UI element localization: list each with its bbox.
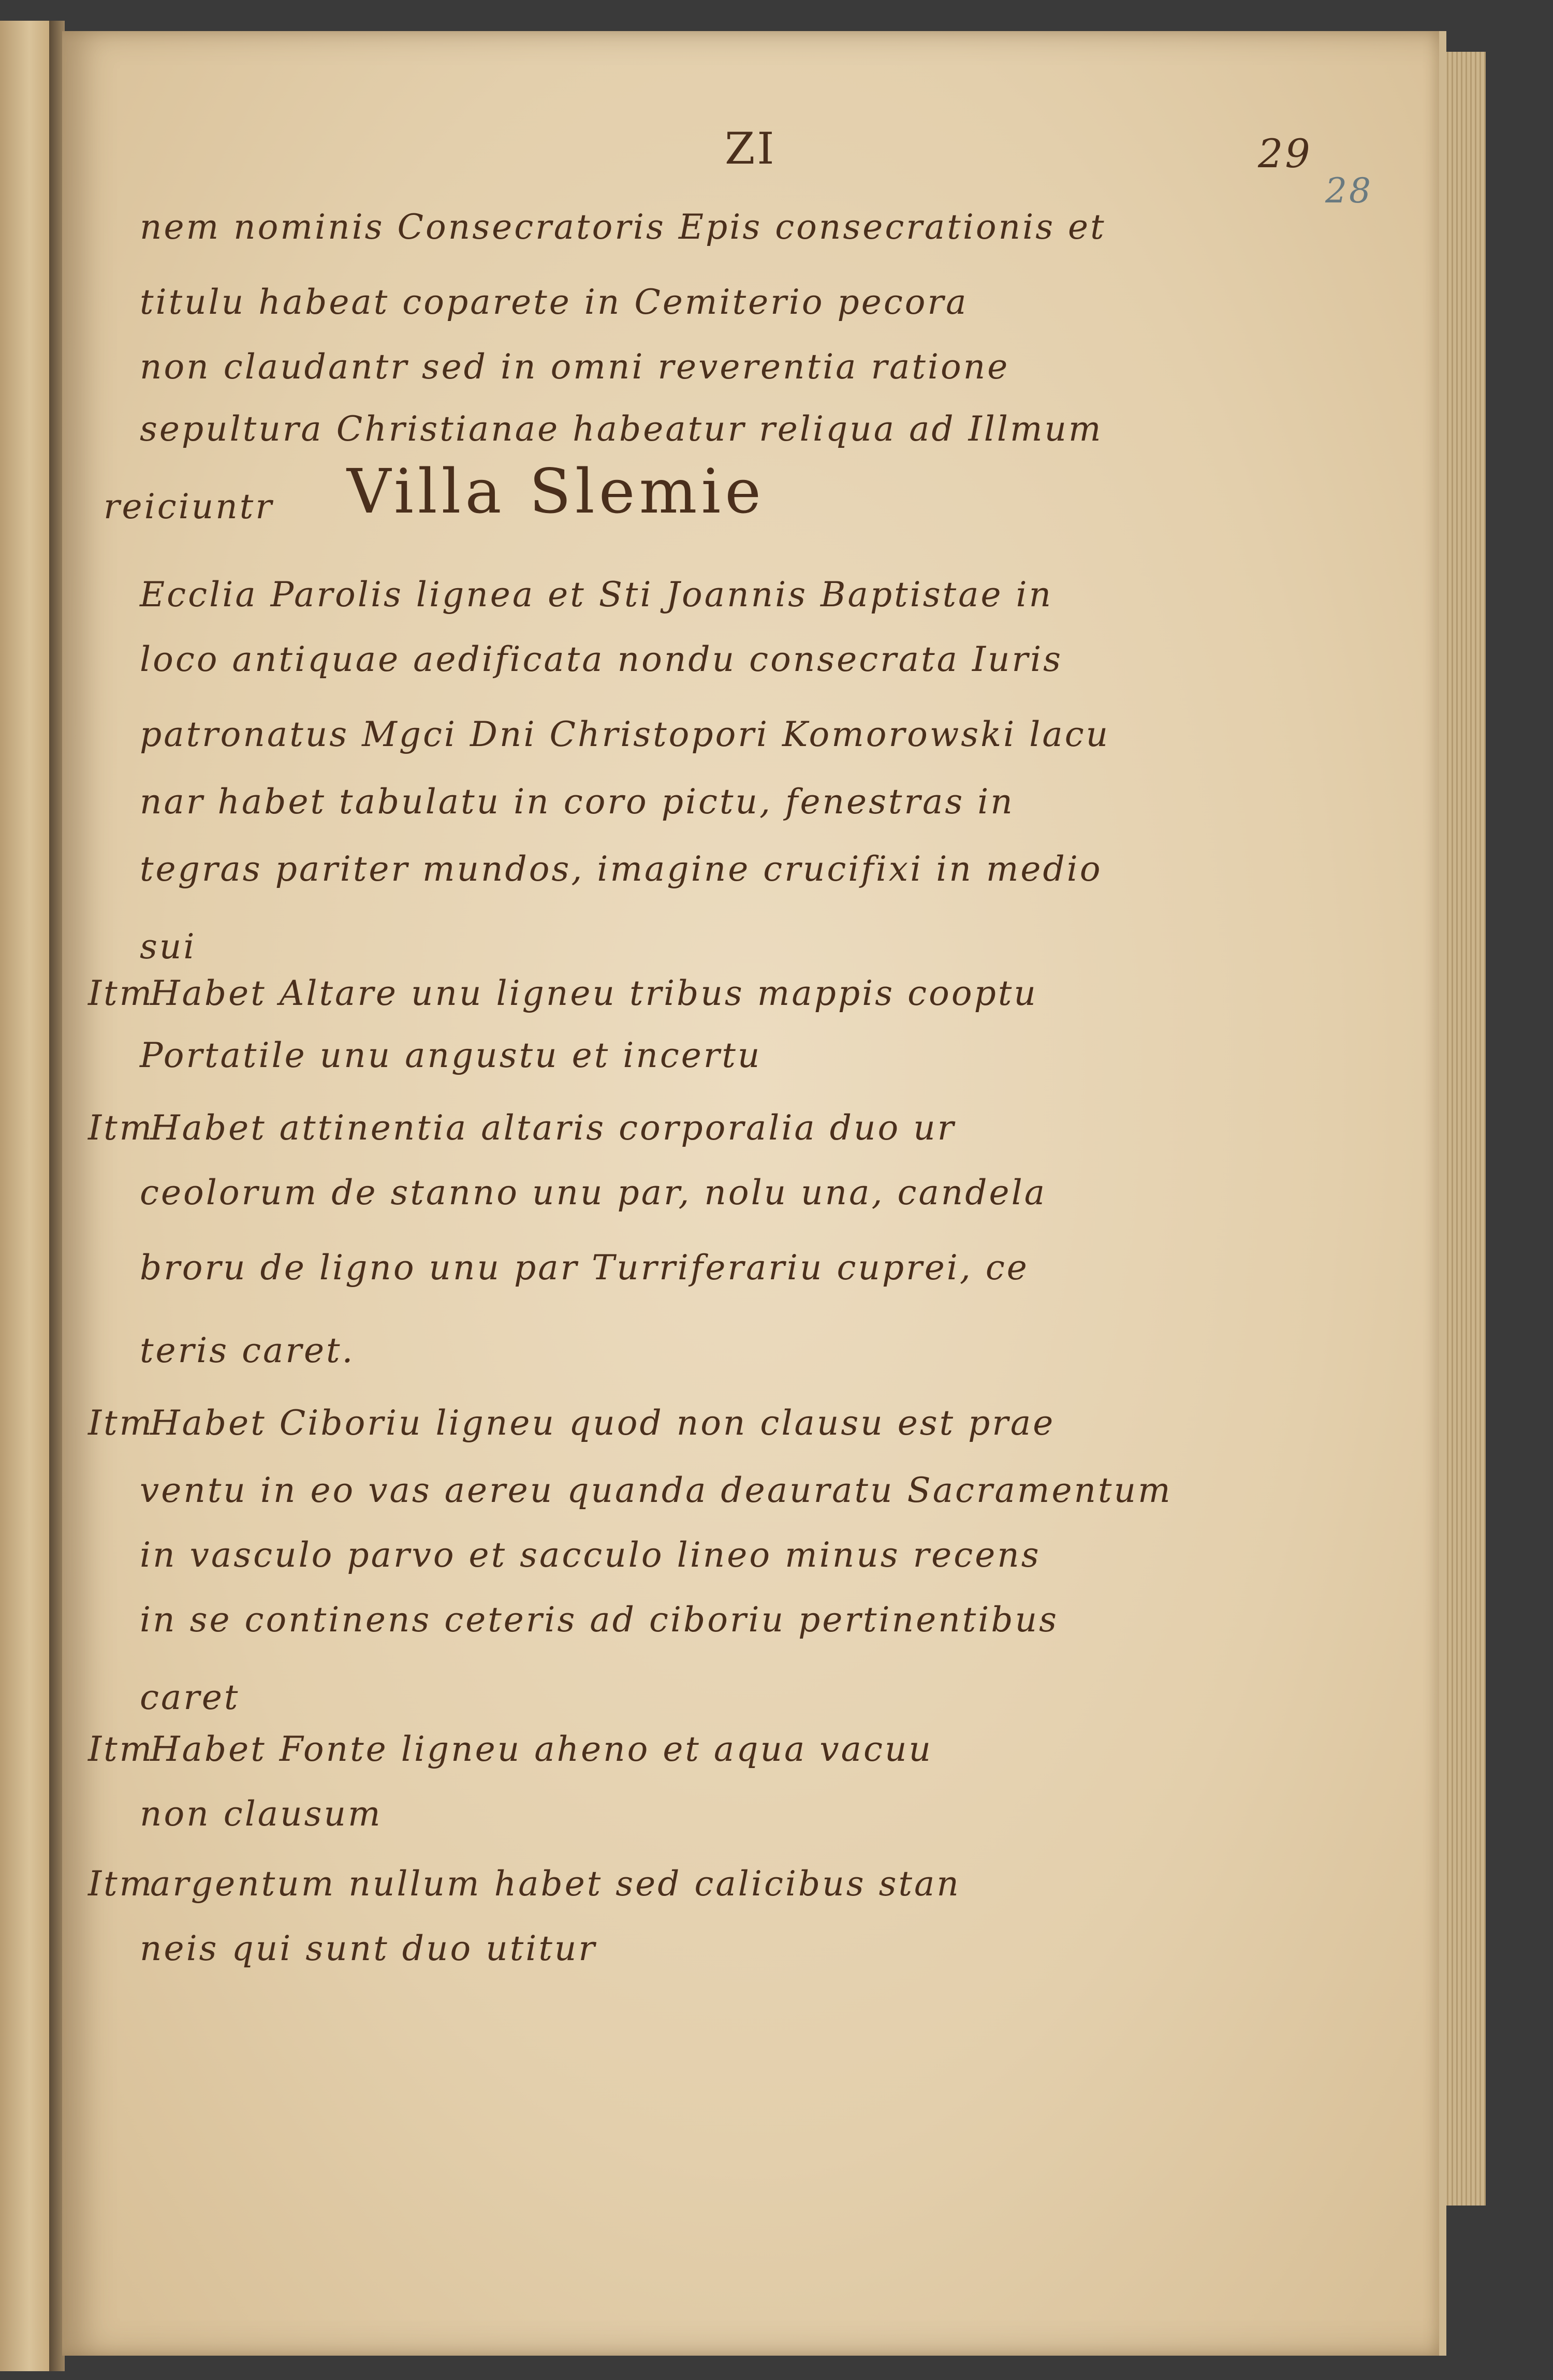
text-line: sepultura Christianae habeatur reliqua ad Illmum bbox=[140, 409, 1103, 449]
text-line: Portatile unu angustu et incertu bbox=[140, 1035, 762, 1075]
text-line: reiciuntr bbox=[104, 487, 274, 527]
text-line: caret bbox=[140, 1677, 240, 1717]
text-line: Habet attinentia altaris corporalia duo ur bbox=[150, 1108, 956, 1148]
text-line: loco antiquae aedificata nondu consecrata Iuris bbox=[140, 639, 1063, 679]
section-heading: Villa Slemie bbox=[347, 456, 766, 527]
text-line: Habet Ciboriu ligneu quod non clausu est prae bbox=[150, 1403, 1056, 1443]
margin-item-mark: Itm bbox=[88, 1729, 154, 1769]
page-number: ZI bbox=[725, 123, 777, 174]
margin-item-mark: Itm bbox=[88, 1108, 154, 1148]
text-line: titulu habeat coparete in Cemiterio pecora bbox=[140, 282, 969, 322]
text-line: Habet Altare unu ligneu tribus mappis cooptu bbox=[150, 973, 1038, 1013]
text-line: nar habet tabulatu in coro pictu, fenestras in bbox=[140, 782, 1015, 822]
margin-item-mark: Itm bbox=[88, 1403, 154, 1443]
text-line: nem nominis Consecratoris Epis consecrationis et bbox=[140, 207, 1106, 247]
text-line: neis qui sunt duo utitur bbox=[140, 1929, 597, 1968]
left-page-edge bbox=[0, 21, 49, 2371]
margin-item-mark: Itm bbox=[88, 973, 154, 1013]
text-line: argentum nullum habet sed calicibus stan bbox=[150, 1864, 961, 1904]
text-line: Ecclia Parolis lignea et Sti Joannis Baptistae in bbox=[140, 575, 1053, 615]
text-line: patronatus Mgci Dni Christopori Komorowski lacu bbox=[140, 714, 1110, 754]
text-line: ceolorum de stanno unu par, nolu una, candela bbox=[140, 1173, 1047, 1213]
text-line: non clausum bbox=[140, 1794, 383, 1834]
text-line: sui bbox=[140, 927, 197, 967]
text-line: in se continens ceteris ad ciboriu pertinentibus bbox=[140, 1600, 1059, 1640]
text-line: Habet Fonte ligneu aheno et aqua vacuu bbox=[150, 1729, 933, 1769]
text-line: in vasculo parvo et sacculo lineo minus recens bbox=[140, 1535, 1041, 1575]
text-line: broru de ligno unu par Turriferariu cuprei, ce bbox=[140, 1248, 1029, 1288]
text-line: tegras pariter mundos, imagine crucifixi in medio bbox=[140, 849, 1103, 889]
folio-pencil-number: 28 bbox=[1325, 171, 1373, 211]
text-line: non claudantr sed in omni reverentia ratione bbox=[140, 347, 1010, 387]
folio-number: 29 bbox=[1258, 130, 1312, 177]
text-line: teris caret. bbox=[140, 1331, 355, 1370]
text-line: ventu in eo vas aereu quanda deauratu Sacramentum bbox=[140, 1470, 1173, 1510]
margin-item-mark: Itm bbox=[88, 1864, 154, 1904]
